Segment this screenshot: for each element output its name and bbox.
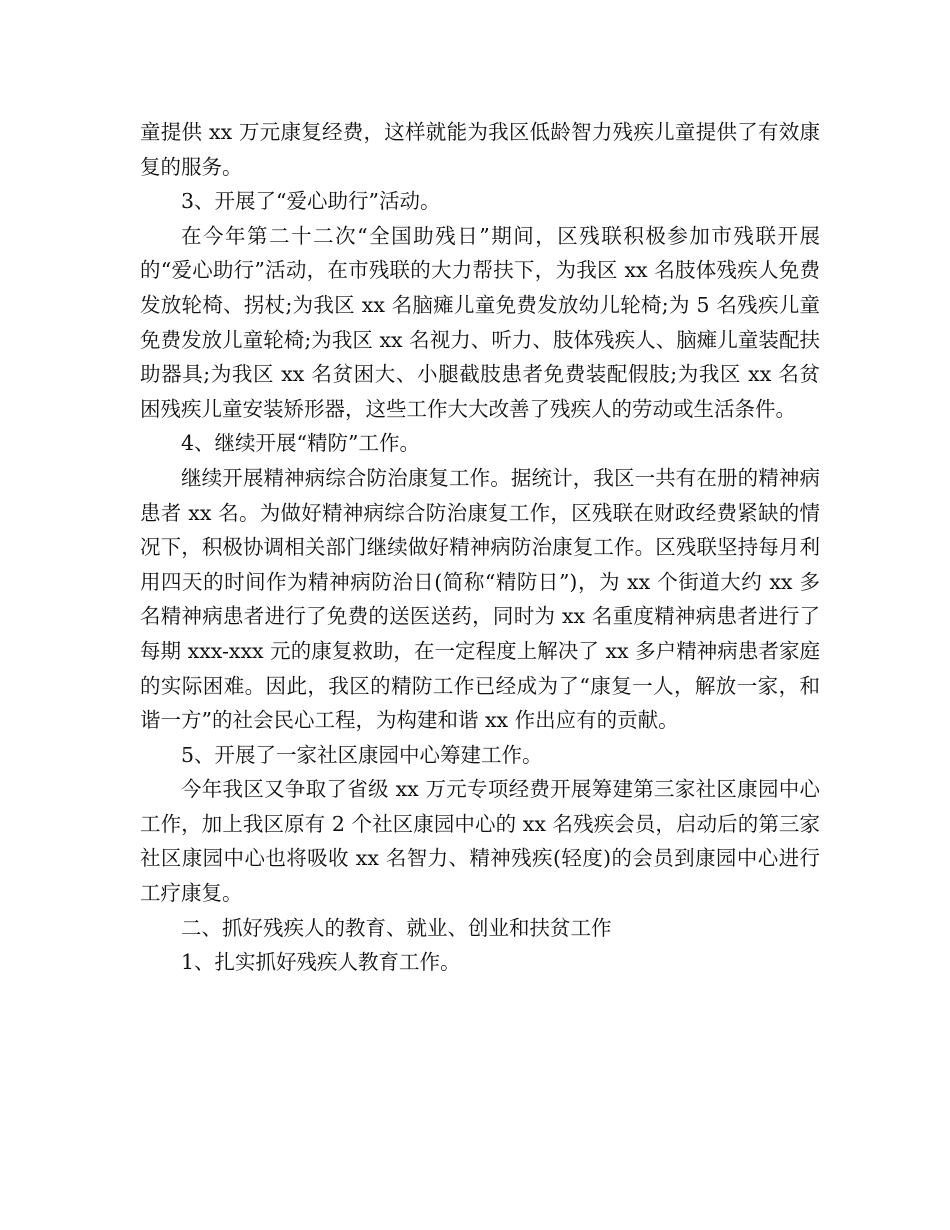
paragraph: 3、开展了“爱心助行”活动。 — [181, 189, 441, 214]
paragraph: 二、抓好残疾人的教育、就业、创业和扶贫工作 — [181, 915, 612, 940]
paragraph: 在今年第二十二次“全国助残日”期间，区残联积极参加市残联开展的“爱心助行”活动，在市残联的大力帮扶下，为我区 xx 名肢体残疾人免费发放轮椅、拐杖;为我区 xx 名脑瘫儿童免费发放幼儿轮椅;为 5 名残疾儿童免费发放儿童轮椅;为我区 xx 名视力、听力、肢体残疾人、脑瘫儿童装配扶助器具;为我区 xx 名贫困大、小腿截肢患者免费装配假肢;为我区 xx 名贫困残疾儿童安装矫形器，这些工作大大改善了残疾人的劳动或生活条件。 — [140, 223, 820, 421]
paragraph: 1、扎实抓好残疾人教育工作。 — [181, 950, 461, 975]
document-body — [140, 115, 820, 980]
paragraph: 今年我区又争取了省级 xx 万元专项经费开展筹建第三家社区康园中心工作，加上我区原有 2 个社区康园中心的 xx 名残疾会员，启动后的第三家社区康园中心也将吸收 xx 名智力、精神残疾(轻度)的会员到康园中心进行工疗康复。 — [140, 777, 820, 906]
paragraph: 童提供 xx 万元康复经费，这样就能为我区低龄智力残疾儿童提供了有效康复的服务。 — [140, 120, 820, 179]
paragraph: 5、开展了一家社区康园中心筹建工作。 — [181, 742, 543, 767]
paragraph: 4、继续开展“精防”工作。 — [181, 431, 421, 456]
paragraph: 继续开展精神病综合防治康复工作。据统计，我区一共有在册的精神病患者 xx 名。为做好精神病综合防治康复工作，区残联在财政经费紧缺的情况下，积极协调相关部门继续做好精神病防治康复工作。区残联坚持每月利用四天的时间作为精神病防治日(简称“精防日”)，为 xx 个街道大约 xx 多名精神病患者进行了免费的送医送药，同时为 xx 名重度精神病患者进行了每期 xxx-xxx 元的康复救助，在一定程度上解决了 xx 多户精神病患者家庭的实际困难。因此，我区的精防工作已经成为了“康复一人，解放一家，和谐一方”的社会民心工程，为构建和谐 xx 作出应有的贡献。 — [140, 465, 820, 733]
